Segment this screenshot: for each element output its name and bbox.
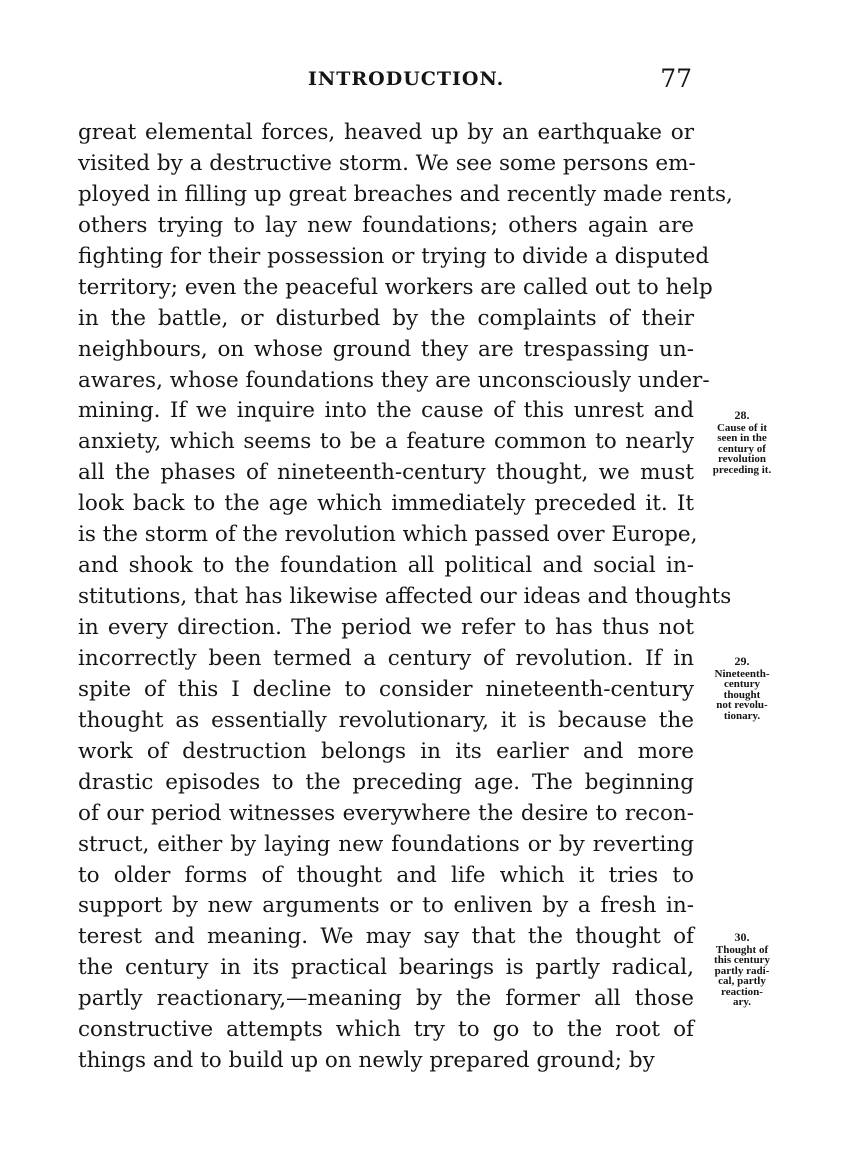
text-line: constructive attempts which try to go to the root of: [78, 1017, 694, 1043]
margin-note-line: seen in the: [717, 432, 767, 444]
text-line: neighbours, on whose ground they are trespassing un-: [78, 336, 694, 362]
text-line: struct, either by laying new foundations or by reverting: [78, 831, 694, 857]
running-header: [78, 66, 692, 94]
margin-note-line: century of: [718, 442, 766, 455]
margin-note: [694, 932, 790, 1008]
text-line: ployed in filling up great breaches and recently made rents,: [78, 181, 733, 207]
text-line: thought as essentially revolutionary, it is because the: [78, 707, 694, 733]
margin-note-line: Thought of: [715, 943, 769, 956]
margin-note-line: reaction-: [721, 985, 763, 998]
text-line: is the storm of the revolution which passed over Europe,: [78, 522, 698, 548]
header-title: INTRODUCTION.: [308, 68, 505, 90]
text-line: fighting for their possession or trying to divide a disputed: [78, 243, 710, 269]
margin-note-line: cal, partly: [718, 975, 766, 987]
margin-note-line: preceding it.: [712, 463, 772, 476]
body-text: [78, 118, 733, 1077]
text-line: stitutions, that has likewise affected our ideas and thoughts: [78, 584, 732, 610]
margin-note: [694, 410, 790, 475]
margin-note-number: 29.: [734, 654, 750, 668]
text-line: to older forms of thought and life which it tries to: [78, 862, 694, 888]
text-line: terest and meaning. We may say that the thought of: [78, 924, 694, 950]
text-line: great elemental forces, heaved up by an earthquake or: [78, 120, 694, 145]
margin-note-line: century: [723, 678, 761, 690]
text-line: support by new arguments or to enliven by a fresh in-: [78, 893, 694, 919]
text-line: mining. If we inquire into the cause of this unrest and: [78, 398, 694, 424]
margin-note-line: revolution: [717, 453, 767, 465]
text-line: work of destruction belongs in its earlier and more: [78, 738, 694, 764]
margin-note-line: this century: [714, 954, 770, 966]
text-line: anxiety, which seems to be a feature common to nearly: [78, 429, 694, 455]
margin-note-line: ary.: [732, 996, 752, 1008]
margin-note-line: tionary.: [723, 709, 761, 722]
text-line: awares, whose foundations they are unconsciously under-: [78, 367, 710, 393]
margin-note: [694, 656, 790, 721]
text-line: spite of this I decline to consider nineteenth-century: [78, 676, 694, 702]
text-line: things and to build up on newly prepared ground; by: [78, 1048, 655, 1074]
margin-note-line: Cause of it: [716, 421, 768, 434]
text-line: all the phases of nineteenth-century thought, we must: [78, 460, 694, 486]
text-line: others trying to lay new foundations; others again are: [78, 212, 694, 238]
margin-note-number: 30.: [734, 930, 750, 944]
margin-note-line: Nineteenth-: [714, 667, 770, 680]
text-line: of our period witnesses everywhere the desire to recon-: [78, 800, 694, 826]
text-line: territory; even the peaceful workers are called out to help: [78, 274, 713, 300]
text-line: drastic episodes to the preceding age. The beginning: [78, 769, 694, 795]
page-number: 77: [660, 64, 692, 93]
margin-note-line: not revolu-: [716, 699, 768, 711]
text-line: and shook to the foundation all political and social in-: [78, 553, 694, 579]
text-line: in every direction. The period we refer to has thus not: [78, 615, 694, 640]
text-line: visited by a destructive storm. We see some persons em-: [78, 150, 696, 176]
margin-note-number: 28.: [734, 408, 750, 422]
text-line: the century in its practical bearings is partly radical,: [78, 955, 694, 981]
text-line: incorrectly been termed a century of revolution. If in: [78, 645, 694, 671]
text-line: partly reactionary,—meaning by the former all those: [78, 986, 694, 1012]
margin-note-line: thought: [723, 688, 761, 701]
text-line: in the battle, or disturbed by the complaints of their: [78, 305, 694, 331]
margin-note-line: partly radi-: [714, 964, 770, 977]
text-line: look back to the age which immediately preceded it. It: [78, 491, 694, 517]
